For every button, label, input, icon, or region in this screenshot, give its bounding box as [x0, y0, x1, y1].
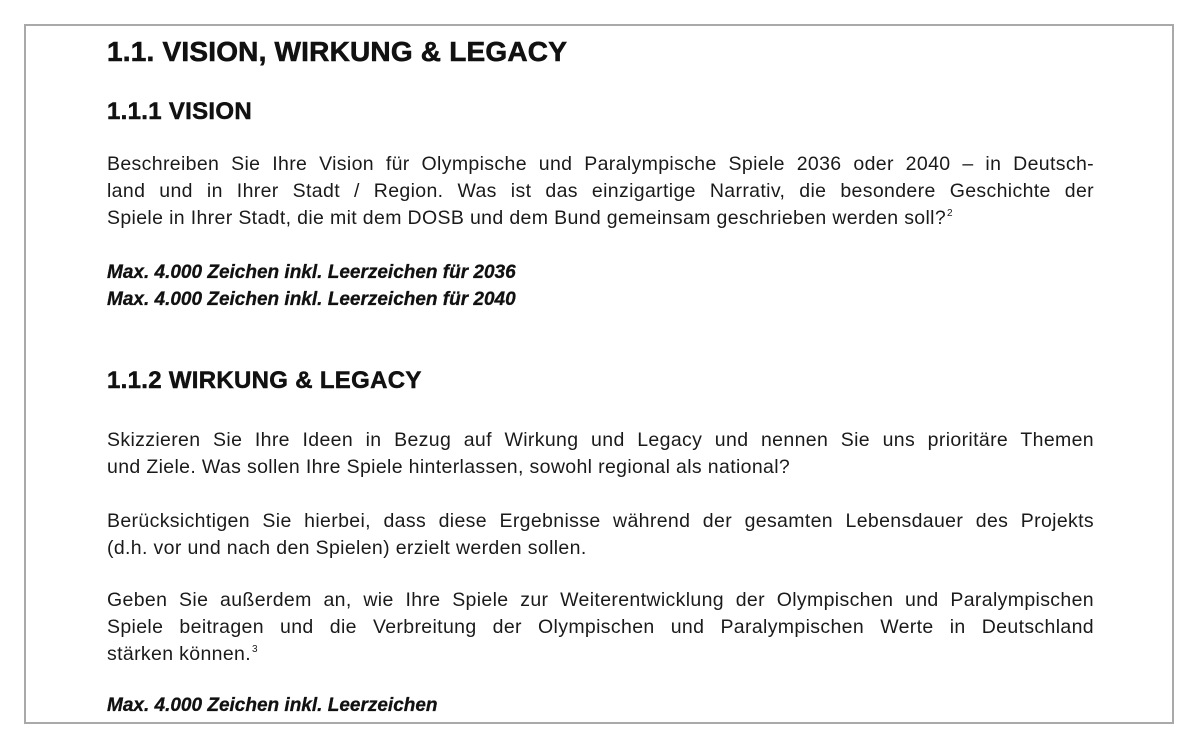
footnote-marker-3: 3	[252, 644, 258, 655]
vision-line-2: land und in Ihrer Stadt / Region. Was ist das einzigartige Narrativ, die besondere Geschichte der	[107, 180, 1094, 202]
vision-heading: 1.1.1 VISION	[107, 98, 252, 125]
footnote-marker-2: 2	[947, 208, 953, 219]
wirkung-p3-line-3	[107, 641, 1094, 668]
wirkung-paragraph-1	[107, 427, 1094, 481]
vision-paragraph	[107, 151, 1094, 232]
wirkung-p2-line-1: Berücksichtigen Sie hierbei, dass diese Ergebnisse während der gesamten Lebensdauer des Projekts	[107, 510, 1094, 532]
wirkung-p2-line-2: (d.h. vor und nach den Spielen) erzielt werden sollen.	[107, 537, 587, 559]
wirkung-paragraph-2	[107, 508, 1094, 562]
vision-line-3	[107, 205, 1094, 232]
vision-limit-2040: Max. 4.000 Zeichen inkl. Leerzeichen für 2040	[107, 289, 516, 310]
wirkung-p1-line-1: Skizzieren Sie Ihre Ideen in Bezug auf Wirkung und Legacy und nennen Sie uns prioritäre Themen	[107, 429, 1094, 451]
vision-limit-2036: Max. 4.000 Zeichen inkl. Leerzeichen für 2036	[107, 262, 516, 283]
section-title: 1.1. VISION, WIRKUNG & LEGACY	[107, 36, 568, 67]
wirkung-p1-line-2: und Ziele. Was sollen Ihre Spiele hinterlassen, sowohl regional als national?	[107, 456, 791, 478]
wirkung-limit: Max. 4.000 Zeichen inkl. Leerzeichen	[107, 695, 438, 716]
vision-line-1: Beschreiben Sie Ihre Vision für Olympische und Paralympische Spiele 2036 oder 2040 – in Deutsch-	[107, 153, 1094, 175]
vision-line-3-text: Spiele in Ihrer Stadt, die mit dem DOSB und dem Bund gemeinsam geschrieben werden soll?	[107, 207, 947, 229]
wirkung-p3-line-1: Geben Sie außerdem an, wie Ihre Spiele zur Weiterentwicklung der Olympischen und Paralympischen	[107, 589, 1094, 611]
wirkung-paragraph-3	[107, 587, 1094, 668]
wirkung-p3-line-3-text: stärken können.	[107, 643, 252, 665]
wirkung-heading: 1.1.2 WIRKUNG & LEGACY	[107, 367, 422, 394]
wirkung-p3-line-2: Spiele beitragen und die Verbreitung der Olympischen und Paralympischen Werte in Deutschland	[107, 616, 1094, 638]
